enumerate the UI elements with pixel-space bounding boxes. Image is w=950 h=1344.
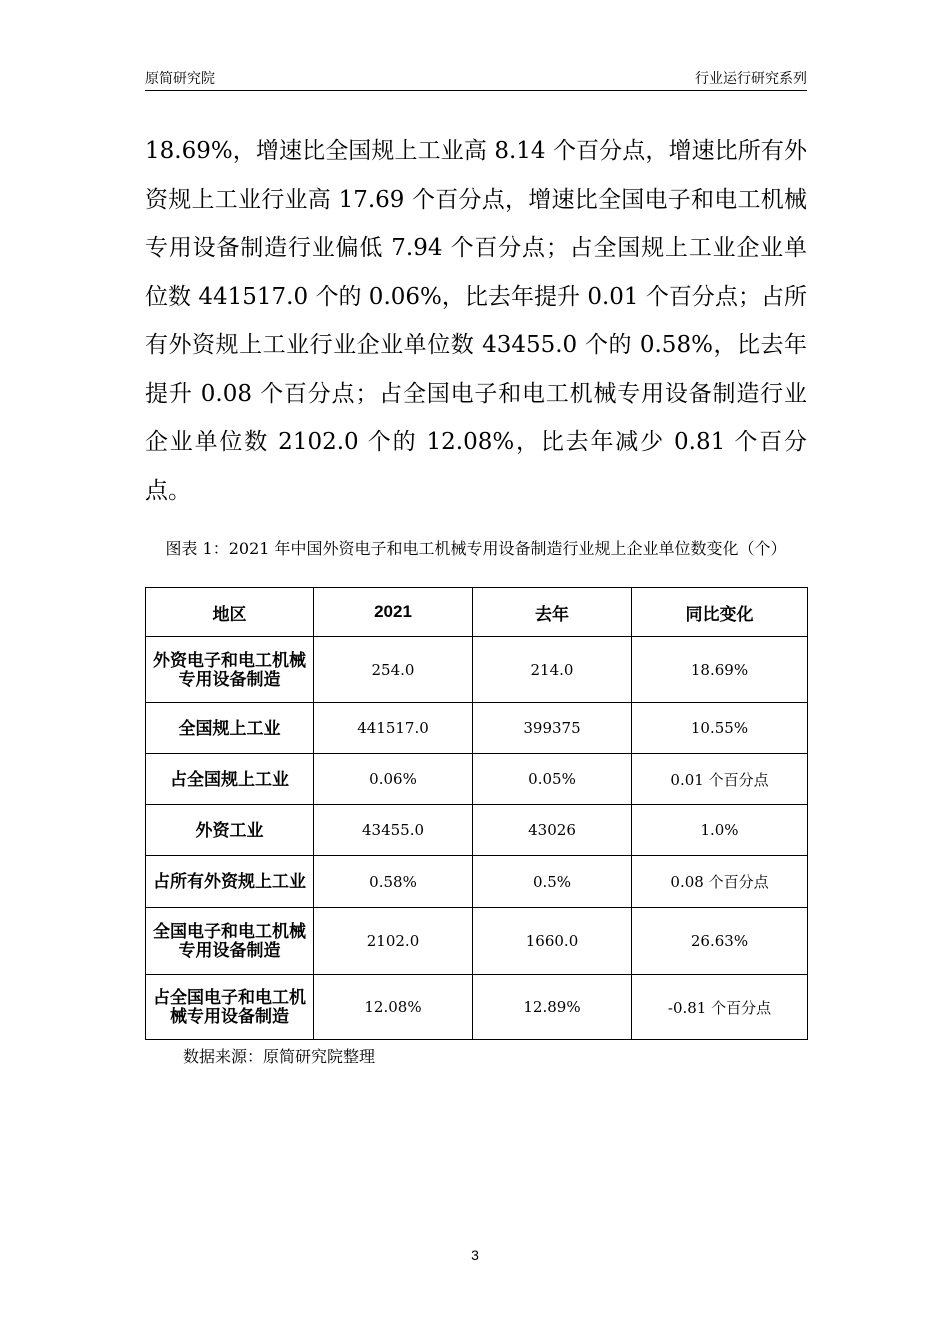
cell-last-year: 43026 <box>473 805 632 856</box>
cell-change: 18.69% <box>632 637 808 703</box>
cell-change: 26.63% <box>632 908 808 975</box>
body-paragraph: 18.69%，增速比全国规上工业高 8.14 个百分点，增速比所有外资规上工业行业高 17.69 个百分点，增速比全国电子和电工机械专用设备制造行业偏低 7.94 个百分点；占全国规上工业企业单位数 441517.0 个的 0.06%，比去年提升 0.01 个百分点；占所有外资规上工业行业企业单位数 43455.0 个的 0.58%，比去年提升 0.08 个百分点；占全国电子和电工机械专用设备制造行业企业单位数 2102.0 个的 12.08%，比去年减少 0.81 个百分点。 <box>145 138 807 504</box>
cell-change: 10.55% <box>632 703 808 754</box>
table-header-row <box>146 588 808 637</box>
table-row <box>146 856 808 908</box>
cell-last-year: 399375 <box>473 703 632 754</box>
cell-last-year: 1660.0 <box>473 908 632 975</box>
row-label: 占全国规上工业 <box>146 754 314 805</box>
header-series-name: 行业运行研究系列 <box>695 70 807 86</box>
row-label: 占所有外资规上工业 <box>146 856 314 908</box>
table-row <box>146 975 808 1040</box>
table-row <box>146 637 808 703</box>
cell-change: -0.81 个百分点 <box>632 975 808 1040</box>
data-table <box>145 587 808 1040</box>
cell-change: 0.01 个百分点 <box>632 754 808 805</box>
cell-2021: 12.08% <box>314 975 473 1040</box>
cell-last-year: 0.5% <box>473 856 632 908</box>
cell-2021: 0.06% <box>314 754 473 805</box>
row-label: 外资工业 <box>146 805 314 856</box>
cell-2021: 2102.0 <box>314 908 473 975</box>
cell-2021: 43455.0 <box>314 805 473 856</box>
row-label: 全国电子和电工机械专用设备制造 <box>146 908 314 975</box>
table-row <box>146 805 808 856</box>
table-row <box>146 908 808 975</box>
table-row <box>146 754 808 805</box>
column-header-2021: 2021 <box>314 588 473 637</box>
cell-2021: 254.0 <box>314 637 473 703</box>
column-header-last-year: 去年 <box>473 588 632 637</box>
page-header <box>145 66 807 91</box>
cell-change: 0.08 个百分点 <box>632 856 808 908</box>
cell-last-year: 12.89% <box>473 975 632 1040</box>
data-source-note: 数据来源：原简研究院整理 <box>183 1047 376 1066</box>
cell-last-year: 214.0 <box>473 637 632 703</box>
page-number: 3 <box>471 1247 479 1263</box>
column-header-yoy-change: 同比变化 <box>632 588 808 637</box>
row-label: 占全国电子和电工机械专用设备制造 <box>146 975 314 1040</box>
cell-last-year: 0.05% <box>473 754 632 805</box>
table-caption: 图表 1：2021 年中国外资电子和电工机械专用设备制造行业规上企业单位数变化（个） <box>165 539 787 558</box>
cell-change: 1.0% <box>632 805 808 856</box>
row-label: 外资电子和电工机械专用设备制造 <box>146 637 314 703</box>
cell-2021: 441517.0 <box>314 703 473 754</box>
row-label: 全国规上工业 <box>146 703 314 754</box>
cell-2021: 0.58% <box>314 856 473 908</box>
header-org-name: 原简研究院 <box>145 70 215 86</box>
table-row <box>146 703 808 754</box>
column-header-region: 地区 <box>146 588 314 637</box>
